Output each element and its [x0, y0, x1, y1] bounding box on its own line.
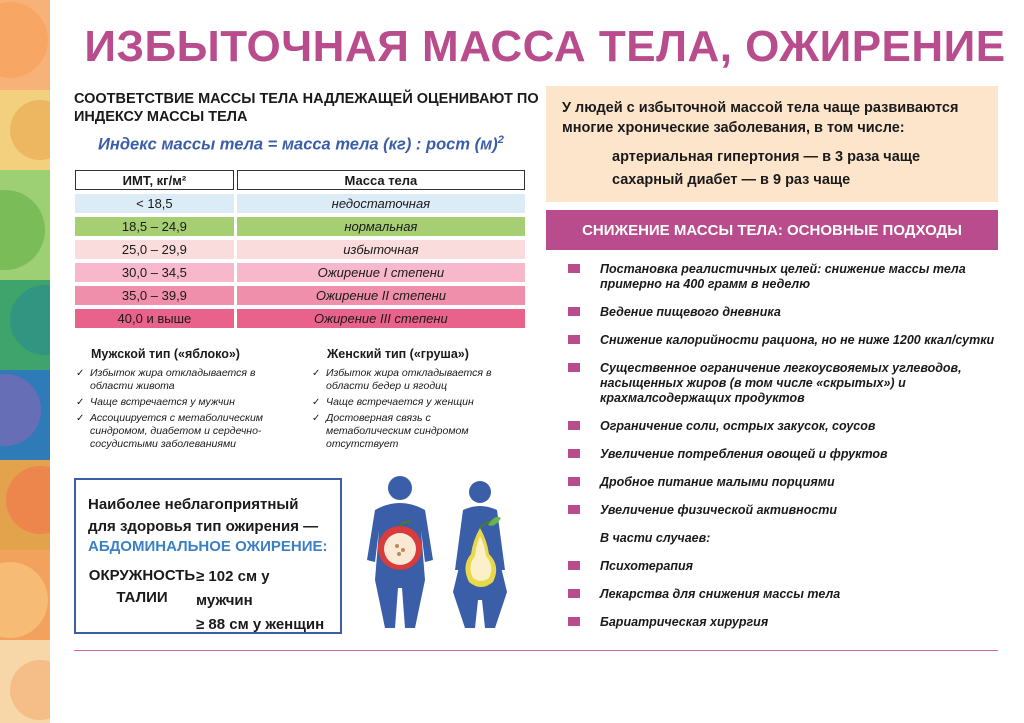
- bullet-square-icon: [568, 449, 580, 458]
- bullet-square-icon: [568, 335, 580, 344]
- bmi-range-cell: 18,5 – 24,9: [75, 217, 234, 236]
- bmi-row: [75, 240, 525, 259]
- formula-text: Индекс массы тела = масса тела (кг) : рост (м): [98, 135, 498, 154]
- bmi-row: [75, 194, 525, 213]
- male-item: ✓ Чаще встречается у мужчин: [76, 396, 276, 409]
- mass-header: Масса тела: [237, 170, 525, 190]
- bullet-square-icon: [568, 505, 580, 514]
- bmi-row: [75, 217, 525, 236]
- abdominal-text: Наиболее неблагоприятный для здоровья тип ожирения —: [88, 496, 319, 535]
- approach-item: Существенное ограничение легкоусвояемых углеводов, насыщенных жиров (в том числе «скрытых») и крахмалсодержащих продуктов: [568, 361, 998, 406]
- bullet-square-icon: [568, 264, 580, 273]
- mass-status-cell: недостаточная: [237, 194, 525, 213]
- bullet-square-icon: [568, 561, 580, 570]
- bmi-row: [75, 263, 525, 282]
- approach-item: Ведение пищевого дневника: [568, 305, 998, 320]
- female-type-list: [312, 367, 512, 451]
- approaches-list: [568, 262, 998, 643]
- approach-item: Увеличение потребления овощей и фруктов: [568, 447, 998, 462]
- mass-status-cell: избыточная: [237, 240, 525, 259]
- mass-status-cell: Ожирение III степени: [237, 309, 525, 328]
- abdominal-obesity-box: [74, 478, 342, 634]
- bmi-row: [75, 309, 525, 328]
- bullet-square-icon: [568, 363, 580, 372]
- female-type-title: Женский тип («груша»): [327, 347, 469, 361]
- approach-item: Постановка реалистичных целей: снижение массы тела примерно на 400 грамм в неделю: [568, 262, 998, 292]
- approaches-heading: СНИЖЕНИЕ МАССЫ ТЕЛА: ОСНОВНЫЕ ПОДХОДЫ: [546, 210, 998, 250]
- bmi-formula: [98, 134, 504, 155]
- bullet-square-icon: [568, 589, 580, 598]
- male-type: [76, 348, 276, 454]
- female-item: ✓ Достоверная связь с метаболическим синдромом отсутствует: [312, 412, 512, 451]
- bmi-intro: СООТВЕТСТВИЕ МАССЫ ТЕЛА НАДЛЕЖАЩЕЙ ОЦЕНИВАЮТ ПО ИНДЕКСУ МАССЫ ТЕЛА: [74, 91, 539, 125]
- bmi-row: [75, 286, 525, 305]
- approach-item: Ограничение соли, острых закусок, соусов: [568, 419, 998, 434]
- male-type-title: Мужской тип («яблоко»): [91, 347, 240, 361]
- female-type: [312, 348, 512, 454]
- abdominal-heading: АБДОМИНАЛЬНОЕ ОЖИРЕНИЕ:: [88, 538, 328, 555]
- female-item: ✓ Избыток жира откладывается в области бедер и ягодиц: [312, 367, 512, 393]
- bmi-range-cell: < 18,5: [75, 194, 234, 213]
- waist-men: ≥ 102 см у мужчин: [196, 568, 270, 609]
- female-item: ✓ Чаще встречается у женщин: [312, 396, 512, 409]
- bullet-square-icon: [568, 477, 580, 486]
- male-item: ✓ Ассоциируется с метаболическим синдромом, диабетом и сердечно-сосудистыми заболеваниями: [76, 412, 276, 451]
- approach-sub-item: Лекарства для снижения массы тела: [568, 587, 998, 602]
- bmi-range-cell: 25,0 – 29,9: [75, 240, 234, 259]
- mass-status-cell: нормальная: [237, 217, 525, 236]
- bmi-table-body: [75, 194, 525, 328]
- risk-box: [546, 86, 998, 202]
- risk-intro: У людей с избыточной массой тела чаще развиваются многие хронические заболевания, в том числе:: [562, 100, 959, 136]
- bullet-square-icon: [568, 307, 580, 316]
- bullet-square-icon: [568, 617, 580, 626]
- approach-sub-item: Психотерапия: [568, 559, 998, 574]
- bmi-table: [72, 166, 528, 332]
- bmi-range-cell: 30,0 – 34,5: [75, 263, 234, 282]
- male-type-list: [76, 367, 276, 451]
- male-item: ✓ Избыток жира откладывается в области живота: [76, 367, 276, 393]
- approach-sub-item: Бариатрическая хирургия: [568, 615, 998, 630]
- risk-item: артериальная гипертония — в 3 раза чаще: [612, 149, 921, 165]
- approaches-subtitle: В части случаев:: [600, 531, 711, 545]
- bmi-header: ИМТ, кг/м²: [75, 170, 234, 190]
- approach-item: Дробное питание малыми порциями: [568, 475, 998, 490]
- waist-women: ≥ 88 см у женщин: [196, 616, 325, 633]
- approach-item: Увеличение физической активности: [568, 503, 998, 518]
- page-title: ИЗБЫТОЧНАЯ МАССА ТЕЛА, ОЖИРЕНИЕ: [84, 22, 1006, 71]
- bottom-divider: [74, 650, 998, 651]
- formula-exponent: 2: [497, 134, 504, 146]
- mass-status-cell: Ожирение I степени: [237, 263, 525, 282]
- bullet-square-icon: [568, 421, 580, 430]
- mass-status-cell: Ожирение II степени: [237, 286, 525, 305]
- waist-label: ОКРУЖНОСТЬ ТАЛИИ: [88, 567, 196, 606]
- bmi-range-cell: 40,0 и выше: [75, 309, 234, 328]
- decorative-side-strip: [0, 0, 50, 723]
- pear-body-figure: [453, 481, 507, 628]
- risk-item: сахарный диабет — в 9 раз чаще: [612, 172, 851, 188]
- apple-body-figure: [367, 476, 433, 628]
- bmi-range-cell: 35,0 – 39,9: [75, 286, 234, 305]
- body-type-figures: [355, 470, 535, 635]
- approach-item: Снижение калорийности рациона, но не ниже 1200 ккал/сутки: [568, 333, 998, 348]
